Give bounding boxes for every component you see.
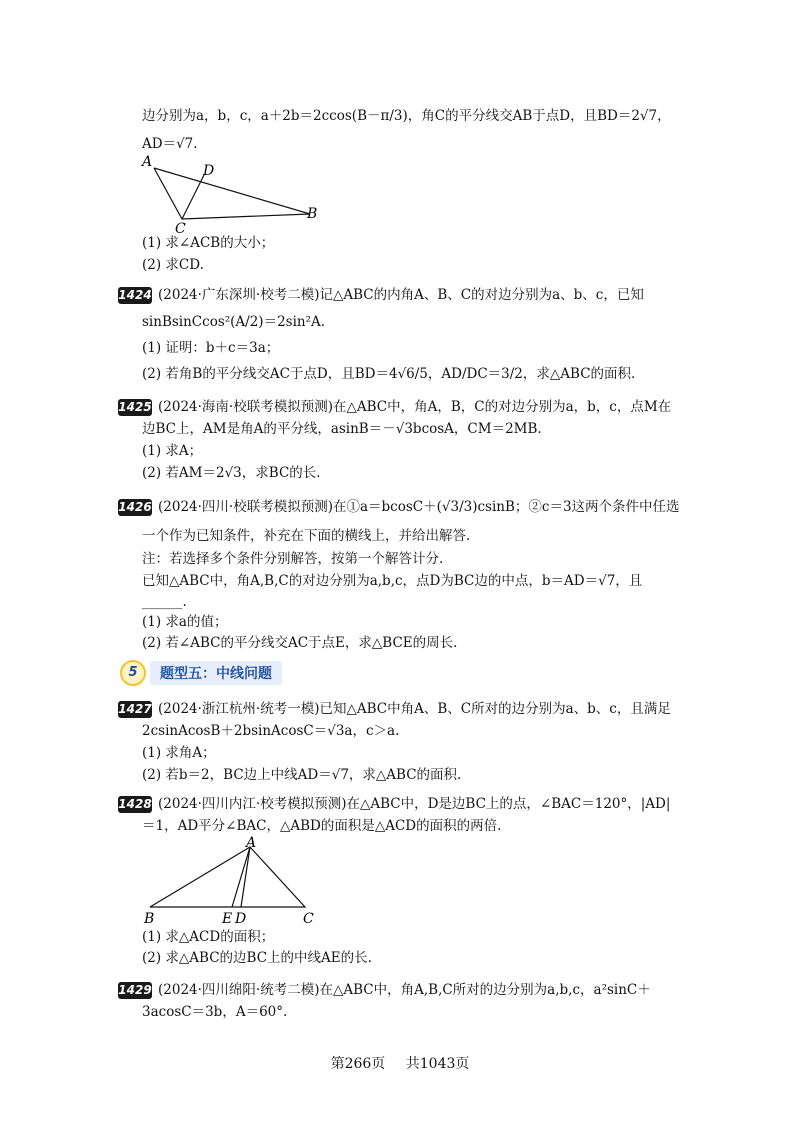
problem-1427-line-2: 2csinAcosB＋2bsinAcosC＝√3a，c＞a. bbox=[142, 723, 400, 739]
problem-1425-line-1: (2024·海南·校联考模拟预测)在△ABC中，角A，B，C的对边分别为a，b，c，点M在 bbox=[158, 399, 672, 415]
triangle-abc-outline bbox=[154, 168, 310, 219]
problem-number-badge: 1424 bbox=[118, 288, 152, 302]
bisector-ad bbox=[241, 847, 250, 907]
problem-1426-line-2: 一个作为已知条件，补充在下面的横线上，并给出解答. bbox=[142, 528, 471, 544]
problem-number-badge: 1425 bbox=[118, 400, 152, 414]
label-c: C bbox=[175, 221, 186, 235]
label-d: D bbox=[203, 163, 215, 179]
problem-1426-blank: ______. bbox=[142, 594, 187, 610]
problem-1428-line-1: (2024·四川内江·校考模拟预测)在△ABC中，D是边BC上的点，∠BAC＝120°，|AD| bbox=[158, 796, 671, 812]
bisector-cd bbox=[182, 175, 204, 219]
problem-1423-line-1: 边分别为a，b，c，a＋2b＝2ccos(B－π/3)，角C的平分线交AB于点D，且BD＝2√7， bbox=[142, 108, 671, 124]
problem-1424-line-1: (2024·广东深圳·校考二模)记△ABC的内角A、B、C的对边分别为a、b、c，已知 bbox=[158, 287, 644, 303]
problem-1426-line-7: (2) 若∠ABC的平分线交AC于点E，求△BCE的周长. bbox=[142, 635, 458, 651]
problem-1427-line-1: (2024·浙江杭州·统考一模)已知△ABC中角A、B、C所对的边分别为a、b、c，且满足 bbox=[158, 701, 671, 717]
problem-1423-line-4: (2) 求CD. bbox=[142, 257, 204, 273]
problem-1427-line-3: (1) 求角A； bbox=[142, 745, 216, 761]
page-number: 第266页 bbox=[330, 1056, 386, 1072]
page-footer bbox=[0, 1053, 800, 1073]
label-a: A bbox=[246, 835, 257, 851]
label-c: C bbox=[303, 911, 314, 927]
section-header bbox=[120, 660, 282, 686]
problem-1425-line-4: (2) 若AM＝2√3，求BC的长. bbox=[142, 465, 321, 481]
problem-1426-line-1: (2024·四川·校联考模拟预测)在①a＝bcosC＋(√3/3)csinB；②c＝3这两个条件中任选 bbox=[158, 499, 680, 515]
problem-1424-line-4: (2) 若角B的平分线交AC于点D，且BD＝4√6/5，AD/DC＝3/2，求△ABC的面积. bbox=[142, 366, 636, 382]
problem-1423-line-3: (1) 求∠ACB的大小； bbox=[142, 235, 275, 251]
label-b: B bbox=[144, 911, 155, 927]
problem-number-badge: 1428 bbox=[118, 797, 152, 811]
triangle-figure-1428 bbox=[140, 835, 320, 927]
problem-1428-line-4: (2) 求△ABC的边BC上的中线AE的长. bbox=[142, 950, 372, 966]
label-d: D bbox=[235, 911, 247, 927]
label-e: E bbox=[222, 911, 233, 927]
problem-1424-line-2: sinBsinCcos²(A/2)＝2sin²A. bbox=[142, 314, 326, 330]
problem-1428-line-3: (1) 求△ACD的面积； bbox=[142, 929, 275, 945]
problem-number-badge: 1426 bbox=[118, 500, 152, 514]
problem-1427-line-4: (2) 若b＝2，BC边上中线AD＝√7，求△ABC的面积. bbox=[142, 767, 462, 783]
problem-1423-line-2: AD＝√7. bbox=[142, 136, 198, 152]
problem-1426-line-6: (1) 求a的值； bbox=[142, 614, 228, 630]
problem-1424-line-3: (1) 证明：b＋c＝3a； bbox=[142, 340, 280, 356]
section-number-icon: 5 bbox=[120, 660, 146, 686]
problem-1426-line-3: 注：若选择多个条件分别解答，按第一个解答计分. bbox=[142, 551, 444, 567]
problem-1425-line-2: 边BC上，AM是角A的平分线，asinB＝－√3bcosA，CM＝2MB. bbox=[142, 421, 542, 437]
triangle-figure-1423 bbox=[140, 155, 330, 235]
label-b: B bbox=[307, 206, 318, 222]
problem-1428-line-2: ＝1，AD平分∠BAC，△ABD的面积是△ACD的面积的两倍. bbox=[142, 818, 502, 834]
triangle-abc-outline bbox=[150, 847, 305, 907]
problem-1425-line-3: (1) 求A； bbox=[142, 443, 203, 459]
problem-1429-line-1: (2024·四川绵阳·统考二模)在△ABC中，角A,B,C所对的边分别为a,b,c，a²sinC＋ bbox=[158, 982, 651, 998]
section-title: 题型五：中线问题 bbox=[150, 661, 282, 685]
total-pages: 共1043页 bbox=[405, 1056, 470, 1072]
problem-1426-line-4: 已知△ABC中，角A,B,C的对边分别为a,b,c，点D为BC边的中点，b＝AD＝√7，且 bbox=[142, 573, 643, 589]
label-a: A bbox=[142, 155, 153, 170]
problem-1429-line-2: 3acosC＝3b，A＝60°. bbox=[142, 1004, 288, 1020]
problem-number-badge: 1427 bbox=[118, 702, 152, 716]
problem-number-badge: 1429 bbox=[118, 983, 152, 997]
